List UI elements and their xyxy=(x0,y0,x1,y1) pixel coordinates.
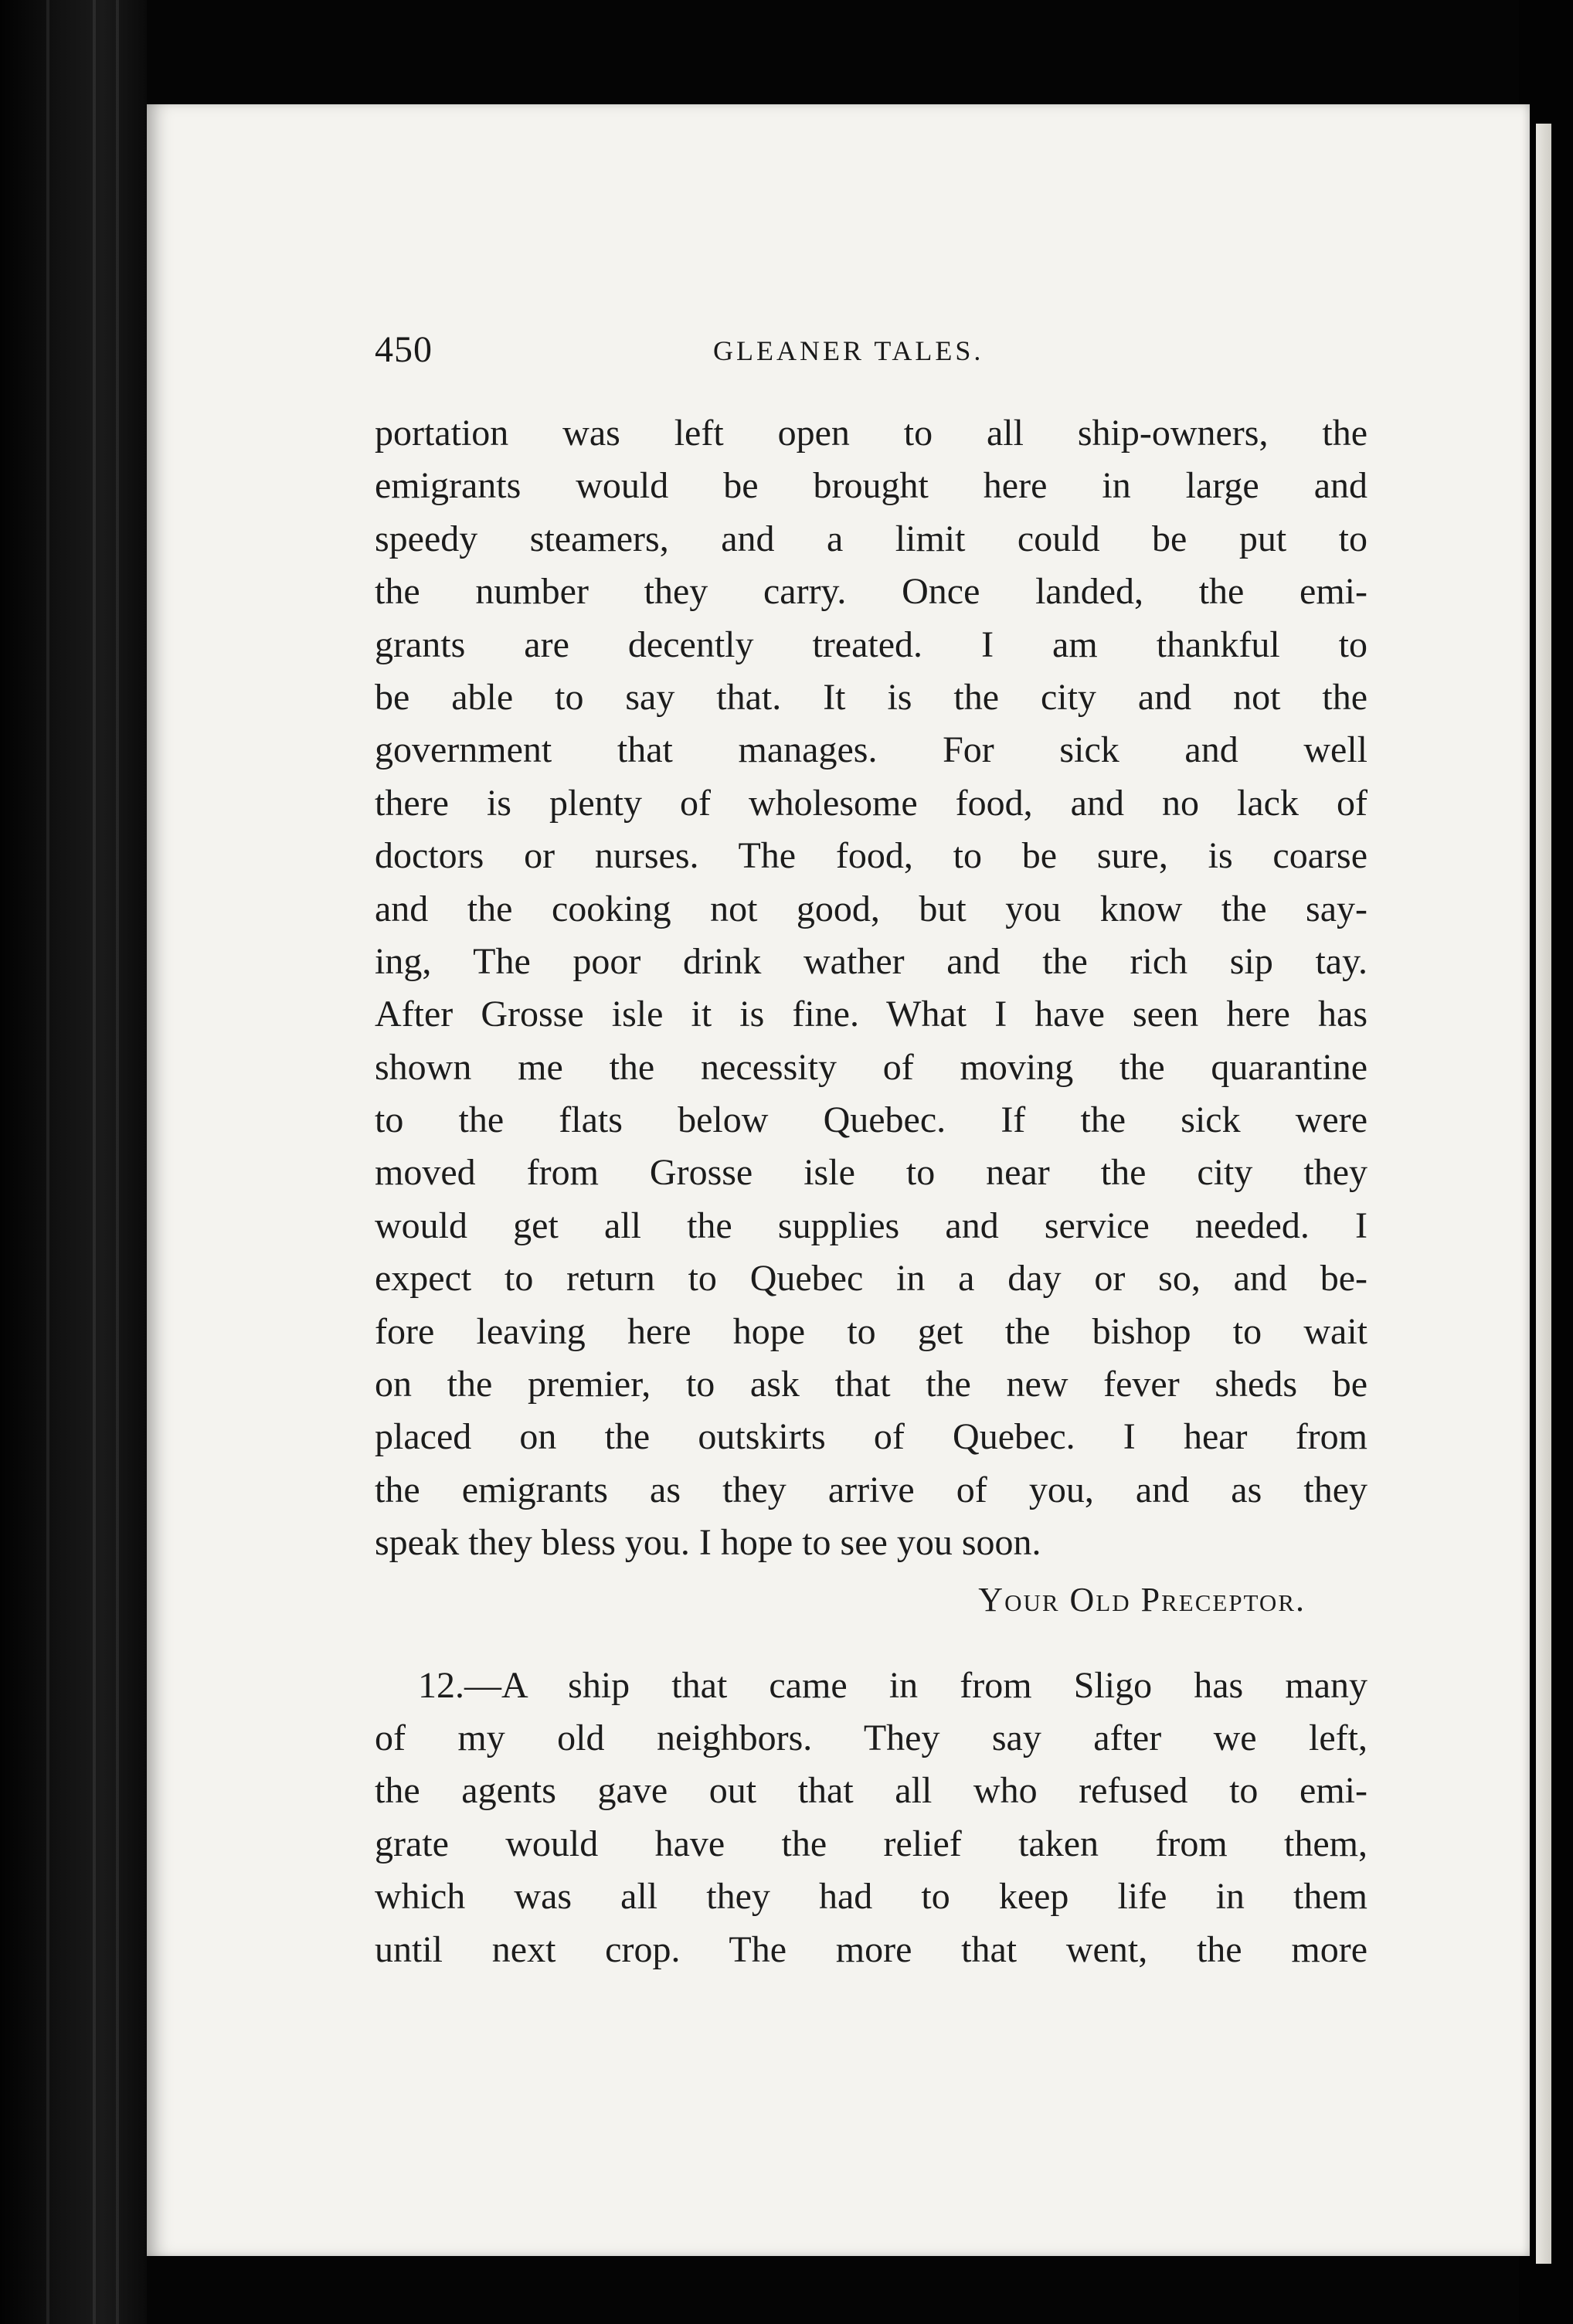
letter-signature: Your Old Preceptor. xyxy=(978,1580,1306,1619)
page-header xyxy=(375,328,1379,375)
text-line: placed on the outskirts of Quebec. I hear from xyxy=(375,1416,1367,1458)
film-streak xyxy=(93,0,96,2324)
text-line: 12.—A ship that came in from Sligo has many xyxy=(418,1664,1367,1706)
text-line: portation was left open to all ship-owners, the xyxy=(375,413,1367,454)
text-line: to the flats below Quebec. If the sick were xyxy=(375,1099,1367,1141)
text-line: grate would have the relief taken from them, xyxy=(375,1823,1367,1864)
text-line: emigrants would be brought here in large and xyxy=(375,465,1367,507)
film-streak xyxy=(46,0,49,2324)
text-line: until next crop. The more that went, the more xyxy=(375,1928,1367,1970)
running-head: GLEANER TALES. xyxy=(713,335,984,366)
page-number: 450 xyxy=(375,329,433,370)
text-line: and the cooking not good, but you know the say- xyxy=(375,888,1367,929)
text-line: shown me the necessity of moving the quarantine xyxy=(375,1046,1367,1088)
text-line: ing, The poor drink wather and the rich sip tay. xyxy=(375,940,1367,982)
text-line: on the premier, to ask that the new fever sheds be xyxy=(375,1364,1367,1405)
text-line: After Grosse isle it is fine. What I have seen here has xyxy=(375,994,1367,1035)
text-line: of my old neighbors. They say after we left, xyxy=(375,1717,1367,1758)
paragraph-gap xyxy=(375,1630,1367,1660)
text-line: government that manages. For sick and well xyxy=(375,729,1367,771)
paragraph-letter xyxy=(375,407,1367,1630)
text-line: which was all they had to keep life in them xyxy=(375,1876,1367,1918)
text-line: speak they bless you. I hope to see you soon. xyxy=(375,1522,1041,1564)
text-line: would get all the supplies and service needed. I xyxy=(375,1204,1367,1246)
text-line: moved from Grosse isle to near the city they xyxy=(375,1152,1367,1194)
text-line: speedy steamers, and a limit could be put to xyxy=(375,518,1367,559)
text-line: doctors or nurses. The food, to be sure, is coarse xyxy=(375,835,1367,877)
text-line: fore leaving here hope to get the bishop to wait xyxy=(375,1310,1367,1352)
adjacent-page-edge xyxy=(1536,124,1551,2264)
film-edge-left xyxy=(0,0,147,2324)
text-line: be able to say that. It is the city and not the xyxy=(375,676,1367,718)
film-streak xyxy=(116,0,119,2324)
text-line: the number they carry. Once landed, the emi- xyxy=(375,571,1367,613)
text-line: the agents gave out that all who refused to emi- xyxy=(375,1770,1367,1812)
text-line: the emigrants as they arrive of you, and as they xyxy=(375,1469,1367,1510)
paragraph-entry-12 xyxy=(375,1660,1367,1976)
text-line: expect to return to Quebec in a day or so, and be- xyxy=(375,1258,1367,1300)
body-text xyxy=(375,407,1367,1976)
text-line: there is plenty of wholesome food, and no lack of xyxy=(375,782,1367,824)
text-line: grants are decently treated. I am thankful to xyxy=(375,623,1367,665)
